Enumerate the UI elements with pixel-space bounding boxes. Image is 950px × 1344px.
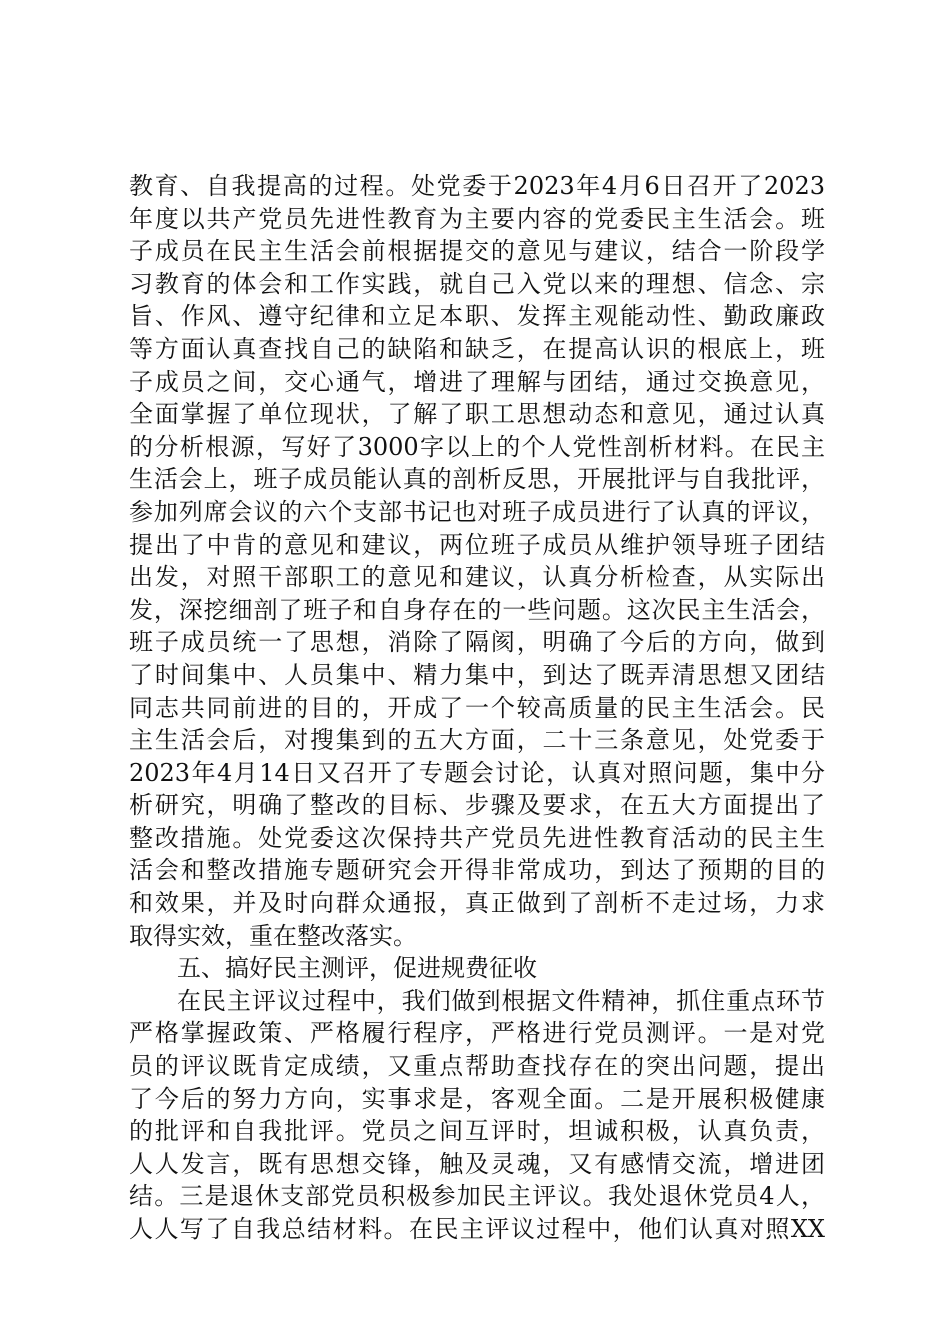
text-line: 出发，对照干部职工的意见和建议，认真分析检查，从实际出 <box>129 563 825 592</box>
text-line: 提出了中肯的意见和建议，两位班子成员从维护领导班子团结 <box>129 530 825 559</box>
text-line: 班子成员统一了思想，消除了隔阂，明确了今后的方向，做到 <box>129 628 825 657</box>
text-line: 参加列席会议的六个支部书记也对班子成员进行了认真的评议， <box>129 497 825 526</box>
text-line: 了时间集中、人员集中、精力集中，到达了既弄清思想又团结 <box>129 660 825 689</box>
text-line: 生活会上，班子成员能认真的剖析反思，开展批评与自我批评， <box>129 465 825 494</box>
text-line: 人人发言，既有思想交锋，触及灵魂，又有感情交流，增进团 <box>129 1149 825 1178</box>
text-line: 整改措施。处党委这次保持共产党员先进性教育活动的民主生 <box>129 823 825 852</box>
text-line: 的分析根源，写好了3000字以上的个人党性剖析材料。在民主 <box>129 432 825 461</box>
text-line: 同志共同前进的目的，开成了一个较高质量的民主生活会。民 <box>129 693 825 722</box>
text-line: 析研究，明确了整改的目标、步骤及要求，在五大方面提出了 <box>129 791 825 820</box>
text-line: 子成员之间，交心通气，增进了理解与团结，通过交换意见， <box>129 367 825 396</box>
text-line: 等方面认真查找自己的缺陷和缺乏，在提高认识的根底上，班 <box>129 334 825 363</box>
text-line: 结。三是退休支部党员积极参加民主评议。我处退休党员4人， <box>129 1182 825 1211</box>
text-line: 2023年4月14日又召开了专题会讨论，认真对照问题，集中分 <box>129 758 825 787</box>
document-body <box>129 170 825 1246</box>
text-line: 全面掌握了单位现状，了解了职工思想动态和意见，通过认真 <box>129 400 825 429</box>
text-line: 和效果，并及时向群众通报，真正做到了剖析不走过场，力求 <box>129 889 825 918</box>
text-line: 在民主评议过程中，我们做到根据文件精神，抓住重点环节 <box>177 986 825 1015</box>
text-line: 主生活会后，对搜集到的五大方面，二十三条意见，处党委于 <box>129 726 825 755</box>
text-line: 活会和整改措施专题研究会开得非常成功，到达了预期的目的 <box>129 856 825 885</box>
text-line: 发，深挖细剖了班子和自身存在的一些问题。这次民主生活会， <box>129 595 825 624</box>
text-line: 习教育的体会和工作实践，就自己入党以来的理想、信念、宗 <box>129 269 825 298</box>
text-line: 的批评和自我批评。党员之间互评时，坦诚积极，认真负责， <box>129 1117 825 1146</box>
text-line: 五、搞好民主测评，促进规费征收 <box>177 954 537 983</box>
text-line: 子成员在民主生活会前根据提交的意见与建议，结合一阶段学 <box>129 237 825 266</box>
text-line: 取得实效，重在整改落实。 <box>129 921 417 950</box>
text-line: 人人写了自我总结材料。在民主评议过程中，他们认真对照XX <box>129 1215 825 1243</box>
text-line: 年度以共产党员先进性教育为主要内容的党委民主生活会。班 <box>129 204 825 233</box>
text-line: 员的评议既肯定成绩，又重点帮助查找存在的突出问题，提出 <box>129 1052 825 1081</box>
text-line: 严格掌握政策、严格履行程序，严格进行党员测评。一是对党 <box>129 1019 825 1048</box>
text-line: 了今后的努力方向，实事求是，客观全面。二是开展积极健康 <box>129 1084 825 1113</box>
text-line: 旨、作风、遵守纪律和立足本职、发挥主观能动性、勤政廉政 <box>129 302 825 331</box>
text-line: 教育、自我提高的过程。处党委于2023年4月6日召开了2023 <box>129 172 825 200</box>
